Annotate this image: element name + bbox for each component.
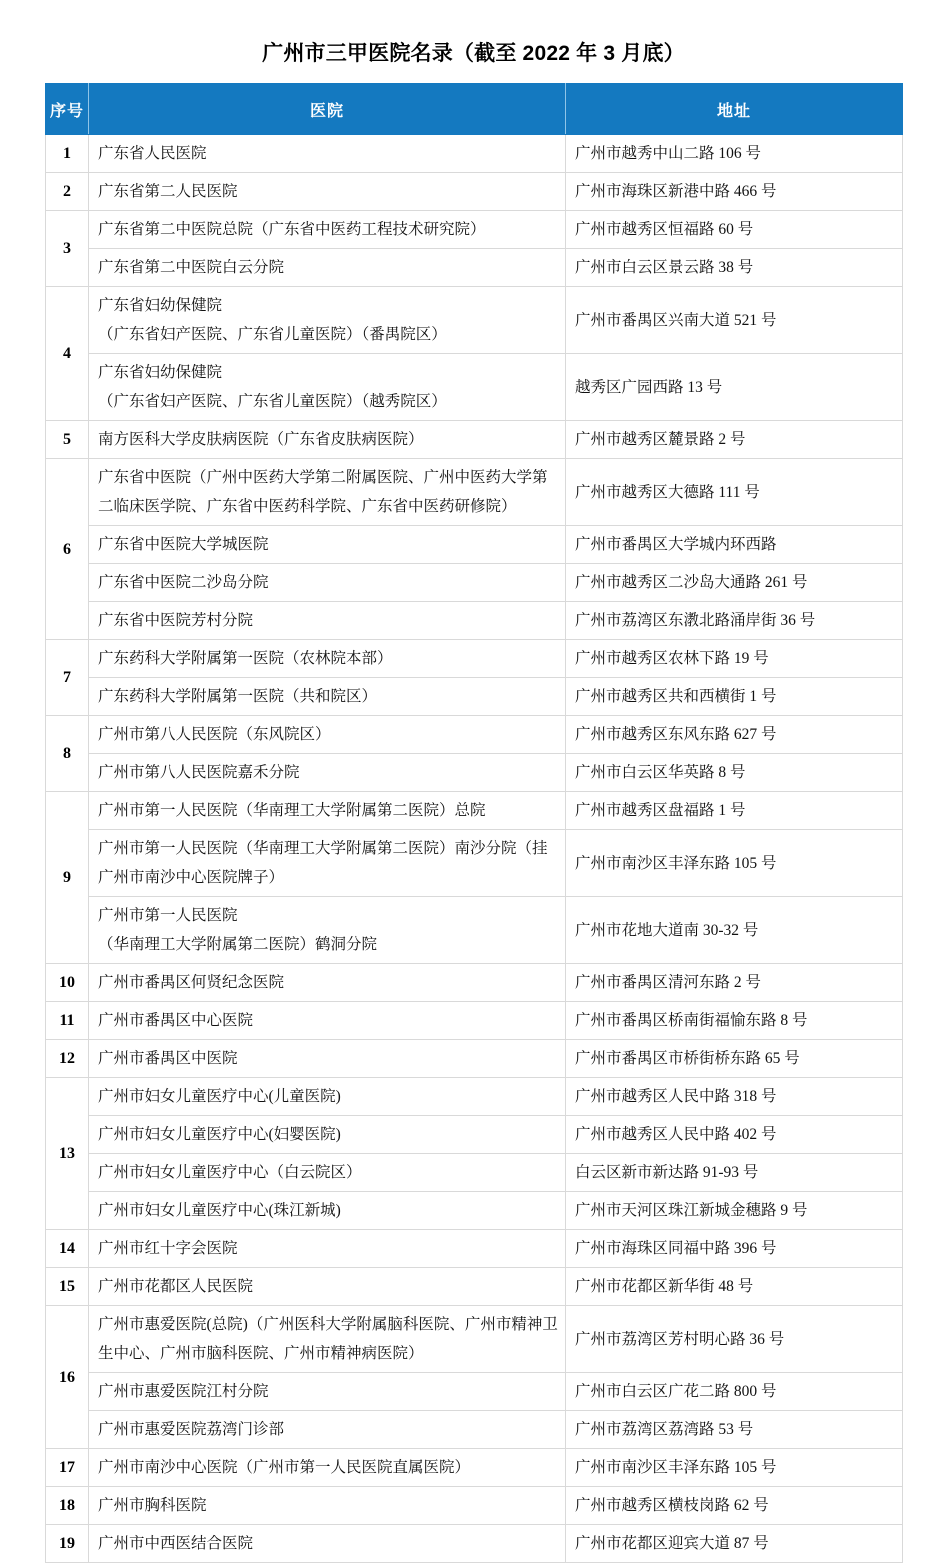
hospital-name-line: 广州市第一人民医院 <box>98 907 238 924</box>
hospital-address-cell: 广州市白云区景云路 38 号 <box>566 249 903 287</box>
page-title: 广州市三甲医院名录（截至 2022 年 3 月底） <box>262 42 685 65</box>
hospital-name-line: （华南理工大学附属第二医院）鹤洞分院 <box>98 936 378 953</box>
table-row <box>46 716 903 754</box>
hospital-name-line: 广州市番禺区中医院 <box>98 1050 238 1067</box>
hospital-name-cell <box>89 1040 566 1078</box>
hospital-name-cell <box>89 830 566 897</box>
hospital-name-line: 广州市第八人民医院（东风院区） <box>98 726 331 743</box>
table-row <box>46 1192 903 1230</box>
table-body <box>46 135 903 1563</box>
column-header-name: 医院 <box>89 84 566 135</box>
hospital-address-cell: 广州市越秀区二沙岛大通路 261 号 <box>566 564 903 602</box>
hospital-name-cell <box>89 964 566 1002</box>
hospital-name-line: 广东药科大学附属第一医院（共和院区） <box>98 688 378 705</box>
hospital-address-cell: 广州市越秀区横枝岗路 62 号 <box>566 1487 903 1525</box>
row-number-cell: 1 <box>46 135 89 173</box>
table-row <box>46 640 903 678</box>
hospital-name-line: 广东省中医院芳村分院 <box>98 612 254 629</box>
hospital-address-cell: 广州市天河区珠江新城金穗路 9 号 <box>566 1192 903 1230</box>
hospital-address-cell: 广州市荔湾区芳村明心路 36 号 <box>566 1306 903 1373</box>
hospital-name-line: 广州市中西医结合医院 <box>98 1535 254 1552</box>
hospital-name-line: 广州市妇女儿童医疗中心（白云院区） <box>98 1164 362 1181</box>
hospital-address-cell: 广州市越秀区农林下路 19 号 <box>566 640 903 678</box>
hospital-name-line: 广州市番禺区中心医院 <box>98 1012 254 1029</box>
table-row <box>46 1449 903 1487</box>
hospital-name-line: 广州市惠爱医院(总院)（广州医科大学附属脑科医院、广州市精神卫生中心、广州市脑科医院、广州市精神病医院） <box>98 1316 558 1362</box>
table-row <box>46 1373 903 1411</box>
row-number-cell: 16 <box>46 1306 89 1449</box>
hospital-name-line: 广东省第二中医院总院（广东省中医药工程技术研究院） <box>98 221 486 238</box>
row-number-cell: 18 <box>46 1487 89 1525</box>
row-number-cell: 17 <box>46 1449 89 1487</box>
table-row <box>46 1230 903 1268</box>
row-number-cell: 19 <box>46 1525 89 1563</box>
hospital-name-cell <box>89 1373 566 1411</box>
row-number-cell: 3 <box>46 211 89 287</box>
table-row <box>46 792 903 830</box>
hospital-name-line: （广东省妇产医院、广东省儿童医院）（越秀院区） <box>98 393 447 410</box>
hospital-name-line: 广东省中医院（广州中医药大学第二附属医院、广州中医药大学第二临床医学院、广东省中医药科学院、广东省中医药研修院） <box>98 469 548 515</box>
hospital-name-line: 广州市惠爱医院江村分院 <box>98 1383 269 1400</box>
hospital-name-cell <box>89 792 566 830</box>
hospital-name-cell <box>89 678 566 716</box>
row-number-cell: 14 <box>46 1230 89 1268</box>
hospital-name-line: 广州市妇女儿童医疗中心(珠江新城) <box>98 1202 341 1219</box>
hospital-name-line: 广东省第二中医院白云分院 <box>98 259 285 276</box>
table-row <box>46 1525 903 1563</box>
table-row <box>46 1040 903 1078</box>
hospital-name-cell <box>89 287 566 354</box>
hospital-name-line: 广东省中医院大学城医院 <box>98 536 269 553</box>
hospital-name-line: 广州市第一人民医院（华南理工大学附属第二医院）南沙分院（挂广州市南沙中心医院牌子） <box>98 840 548 886</box>
hospital-name-cell <box>89 526 566 564</box>
table-row <box>46 1116 903 1154</box>
hospital-name-cell <box>89 1002 566 1040</box>
hospital-table-container <box>45 83 902 1563</box>
hospital-name-line: 广东药科大学附属第一医院（农林院本部） <box>98 650 393 667</box>
hospital-name-line: 南方医科大学皮肤病医院（广东省皮肤病医院） <box>98 431 424 448</box>
row-number-cell: 4 <box>46 287 89 421</box>
hospital-name-cell <box>89 173 566 211</box>
hospital-address-cell: 广州市番禺区清河东路 2 号 <box>566 964 903 1002</box>
hospital-name-cell <box>89 897 566 964</box>
hospital-name-cell <box>89 1449 566 1487</box>
row-number-cell: 15 <box>46 1268 89 1306</box>
hospital-name-line: 广州市番禺区何贤纪念医院 <box>98 974 285 991</box>
row-number-cell: 12 <box>46 1040 89 1078</box>
table-row <box>46 173 903 211</box>
table-row <box>46 830 903 897</box>
hospital-name-cell <box>89 754 566 792</box>
hospital-name-cell <box>89 459 566 526</box>
hospital-address-cell: 广州市南沙区丰泽东路 105 号 <box>566 1449 903 1487</box>
hospital-address-cell: 广州市番禺区桥南街福愉东路 8 号 <box>566 1002 903 1040</box>
hospital-name-cell <box>89 1525 566 1563</box>
hospital-address-cell: 广州市番禺区兴南大道 521 号 <box>566 287 903 354</box>
hospital-address-cell: 广州市越秀区人民中路 318 号 <box>566 1078 903 1116</box>
table-row <box>46 964 903 1002</box>
hospital-name-cell <box>89 1192 566 1230</box>
row-number-cell: 10 <box>46 964 89 1002</box>
hospital-name-line: 广州市惠爱医院荔湾门诊部 <box>98 1421 285 1438</box>
hospital-address-cell: 广州市越秀区人民中路 402 号 <box>566 1116 903 1154</box>
table-row <box>46 754 903 792</box>
hospital-name-line: 广州市花都区人民医院 <box>98 1278 254 1295</box>
hospital-name-line: 广州市红十字会医院 <box>98 1240 238 1257</box>
hospital-name-cell <box>89 602 566 640</box>
hospital-address-cell: 广州市花都区新华街 48 号 <box>566 1268 903 1306</box>
row-number-cell: 7 <box>46 640 89 716</box>
hospital-address-cell: 广州市海珠区同福中路 396 号 <box>566 1230 903 1268</box>
column-header-no: 序号 <box>46 84 89 135</box>
hospital-name-cell <box>89 1154 566 1192</box>
table-row <box>46 678 903 716</box>
hospital-name-cell <box>89 211 566 249</box>
hospital-name-cell <box>89 1078 566 1116</box>
hospital-address-cell: 越秀区广园西路 13 号 <box>566 354 903 421</box>
row-number-cell: 5 <box>46 421 89 459</box>
hospital-name-line: 广东省第二人民医院 <box>98 183 238 200</box>
hospital-name-cell <box>89 1487 566 1525</box>
row-number-cell: 13 <box>46 1078 89 1230</box>
table-row <box>46 459 903 526</box>
hospital-name-line: 广州市第八人民医院嘉禾分院 <box>98 764 300 781</box>
hospital-address-cell: 广州市番禺区市桥街桥东路 65 号 <box>566 1040 903 1078</box>
hospital-name-cell <box>89 249 566 287</box>
row-number-cell: 9 <box>46 792 89 964</box>
hospital-address-cell: 广州市番禺区大学城内环西路 <box>566 526 903 564</box>
hospital-name-line: 广东省中医院二沙岛分院 <box>98 574 269 591</box>
hospital-address-cell: 广州市荔湾区东漖北路涌岸街 36 号 <box>566 602 903 640</box>
hospital-name-cell <box>89 564 566 602</box>
hospital-name-cell <box>89 1116 566 1154</box>
table-row <box>46 1078 903 1116</box>
hospital-address-cell: 广州市花地大道南 30-32 号 <box>566 897 903 964</box>
hospital-table <box>45 83 903 1563</box>
hospital-name-line: 广州市妇女儿童医疗中心(儿童医院) <box>98 1088 341 1105</box>
hospital-address-cell: 广州市荔湾区荔湾路 53 号 <box>566 1411 903 1449</box>
hospital-name-cell <box>89 1411 566 1449</box>
hospital-address-cell: 广州市越秀区恒福路 60 号 <box>566 211 903 249</box>
hospital-name-cell <box>89 135 566 173</box>
table-row <box>46 1487 903 1525</box>
hospital-name-cell <box>89 354 566 421</box>
table-row <box>46 287 903 354</box>
table-row <box>46 249 903 287</box>
row-number-cell: 11 <box>46 1002 89 1040</box>
table-row <box>46 135 903 173</box>
hospital-address-cell: 广州市越秀区盘福路 1 号 <box>566 792 903 830</box>
hospital-address-cell: 广州市越秀区麓景路 2 号 <box>566 421 903 459</box>
hospital-address-cell: 广州市花都区迎宾大道 87 号 <box>566 1525 903 1563</box>
hospital-address-cell: 广州市白云区广花二路 800 号 <box>566 1373 903 1411</box>
hospital-name-cell <box>89 421 566 459</box>
hospital-address-cell: 广州市越秀中山二路 106 号 <box>566 135 903 173</box>
row-number-cell: 6 <box>46 459 89 640</box>
table-row <box>46 211 903 249</box>
hospital-name-cell <box>89 1268 566 1306</box>
table-row <box>46 897 903 964</box>
hospital-name-line: 广州市南沙中心医院（广州市第一人民医院直属医院） <box>98 1459 471 1476</box>
hospital-name-cell <box>89 716 566 754</box>
hospital-name-line: 广州市第一人民医院（华南理工大学附属第二医院）总院 <box>98 802 486 819</box>
hospital-name-line: 广东省人民医院 <box>98 145 207 162</box>
table-header <box>46 84 903 135</box>
table-row <box>46 564 903 602</box>
table-row <box>46 602 903 640</box>
hospital-name-cell <box>89 1230 566 1268</box>
table-row <box>46 1411 903 1449</box>
hospital-address-cell: 广州市越秀区东风东路 627 号 <box>566 716 903 754</box>
hospital-address-cell: 广州市越秀区大德路 111 号 <box>566 459 903 526</box>
hospital-address-cell: 广州市南沙区丰泽东路 105 号 <box>566 830 903 897</box>
table-row <box>46 1268 903 1306</box>
hospital-name-line: 广东省妇幼保健院 <box>98 364 223 381</box>
row-number-cell: 8 <box>46 716 89 792</box>
hospital-name-line: 广东省妇幼保健院 <box>98 297 223 314</box>
hospital-address-cell: 广州市越秀区共和西横街 1 号 <box>566 678 903 716</box>
table-row <box>46 421 903 459</box>
table-row <box>46 1002 903 1040</box>
table-row <box>46 526 903 564</box>
column-header-addr: 地址 <box>566 84 903 135</box>
row-number-cell: 2 <box>46 173 89 211</box>
hospital-address-cell: 广州市白云区华英路 8 号 <box>566 754 903 792</box>
table-header-row <box>46 84 903 135</box>
hospital-name-line: 广州市胸科医院 <box>98 1497 207 1514</box>
table-row <box>46 1306 903 1373</box>
table-row <box>46 354 903 421</box>
hospital-name-line: （广东省妇产医院、广东省儿童医院）（番禺院区） <box>98 326 447 343</box>
table-row <box>46 1154 903 1192</box>
hospital-address-cell: 白云区新市新达路 91-93 号 <box>566 1154 903 1192</box>
hospital-address-cell: 广州市海珠区新港中路 466 号 <box>566 173 903 211</box>
hospital-name-line: 广州市妇女儿童医疗中心(妇婴医院) <box>98 1126 341 1143</box>
hospital-name-cell <box>89 1306 566 1373</box>
hospital-name-cell <box>89 640 566 678</box>
